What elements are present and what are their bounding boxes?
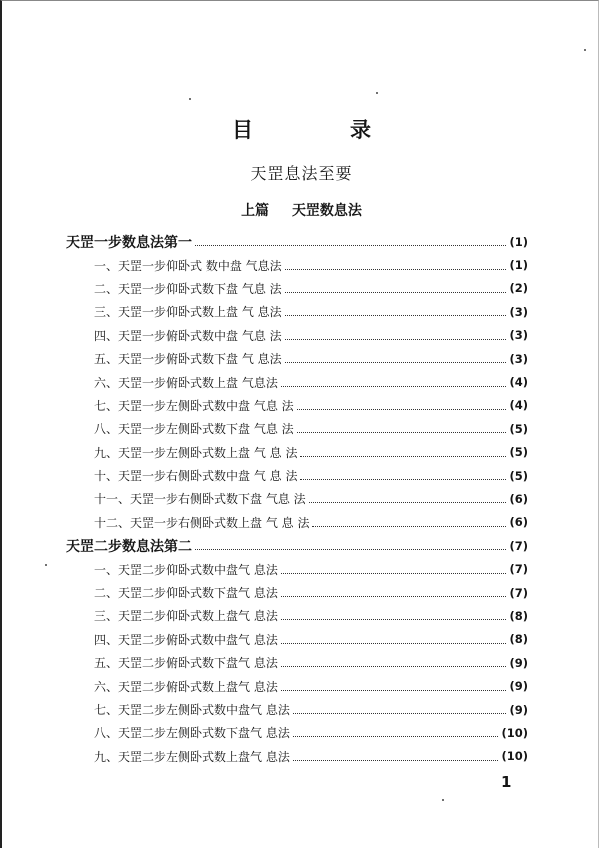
toc-section-row [66,370,528,393]
table-of-contents [66,230,528,768]
toc-entry-label: 二、天罡二步仰卧式数下盘气 息法 [94,586,278,601]
toc-section-row [66,674,528,697]
dot-leader [312,526,506,527]
toc-page-number: (6) [509,515,528,530]
toc-section-row [66,511,528,534]
toc-entry-label: 三、天罡二步仰卧式数上盘气 息法 [94,609,278,624]
toc-entry-label: 九、天罡一步左侧卧式数上盘 气 息 法 [94,445,298,460]
dot-leader [285,339,507,340]
dot-leader [293,760,499,761]
dot-leader [281,690,507,691]
toc-section-row [66,394,528,417]
dot-leader [285,292,507,293]
toc-page-number: (1) [509,258,528,273]
dot-leader [293,736,499,737]
toc-page-number: (4) [509,398,528,413]
toc-section-row [66,441,528,464]
toc-page-number: (1) [509,234,528,249]
scan-speck [189,98,191,100]
toc-entry-label: 十、天罡一步右侧卧式数中盘 气 息 法 [94,469,298,484]
part-name: 天罡数息法 [291,203,362,219]
toc-entry-label: 四、天罡一步俯卧式数中盘 气息 法 [94,328,282,343]
dot-leader [300,479,506,480]
toc-page-number: (3) [509,351,528,366]
toc-entry-label: 八、天罡二步左侧卧式数下盘气 息法 [94,726,290,741]
toc-page-number: (9) [509,702,528,717]
toc-section-row [66,581,528,604]
toc-page-number: (10) [501,725,528,740]
scan-speck [584,49,586,51]
toc-section-row [66,253,528,276]
toc-entry-label: 天罡二步数息法第二 [66,538,192,555]
toc-entry-label: 六、天罡二步俯卧式数上盘气 息法 [94,679,278,694]
toc-section-row [66,300,528,323]
dot-leader [281,619,507,620]
toc-page-number: (9) [509,655,528,670]
part-heading [2,200,599,220]
toc-section-row [66,557,528,580]
dot-leader [281,596,507,597]
toc-entry-label: 十一、天罡一步右侧卧式数下盘 气息 法 [94,492,306,507]
toc-section-row [66,347,528,370]
toc-entry-label: 十二、天罡一步右侧卧式数上盘 气 息 法 [94,515,310,530]
toc-entry-label: 五、天罡二步俯卧式数下盘气 息法 [94,656,278,671]
dot-leader [281,666,507,667]
toc-page-number: (3) [509,328,528,343]
toc-entry-label: 八、天罡一步左侧卧式数下盘 气息 法 [94,422,294,437]
toc-section-row [66,417,528,440]
toc-entry-label: 六、天罡一步俯卧式数上盘 气息法 [94,375,278,390]
toc-entry-label: 五、天罡一步俯卧式数下盘 气 息法 [94,352,282,367]
toc-page-number: (4) [509,375,528,390]
toc-page-number: (5) [509,421,528,436]
dot-leader [281,573,507,574]
toc-section-row [66,324,528,347]
toc-section-row [66,487,528,510]
toc-page-number: (6) [509,491,528,506]
toc-section-row [66,721,528,744]
toc-section-row [66,745,528,768]
part-label: 上篇 [241,203,270,219]
toc-section-row [66,651,528,674]
book-subtitle: 天罡息法至要 [250,164,353,183]
toc-page-number: (10) [501,749,528,764]
toc-entry-label: 七、天罡二步左侧卧式数中盘气 息法 [94,703,290,717]
page-title: 目 录 [232,118,409,142]
toc-page-number: (2) [509,281,528,296]
scan-speck [442,799,444,801]
scan-speck [376,92,378,94]
dot-leader [195,245,506,246]
toc-entry-label: 天罡一步数息法第一 [66,234,192,251]
dot-leader [285,315,507,316]
dot-leader [285,362,507,363]
toc-page-number: (7) [509,538,528,553]
dot-leader [297,409,507,410]
toc-entry-label: 三、天罡一步仰卧式数上盘 气 息法 [94,305,282,320]
toc-entry-label: 二、天罡一步仰卧式数下盘 气息 法 [94,281,282,296]
dot-leader [297,432,507,433]
toc-entry-label: 四、天罡二步俯卧式数中盘气 息法 [94,632,278,647]
dot-leader [195,549,506,550]
toc-page-number: (8) [509,632,528,647]
toc-section-row [66,277,528,300]
toc-section-row [66,698,528,721]
toc-entry-label: 一、天罡一步仰卧式 数中盘 气息法 [94,258,282,273]
toc-page-number: (5) [509,468,528,483]
dot-leader [300,456,506,457]
toc-chapter-row [66,534,528,557]
toc-page-number: (9) [509,679,528,694]
toc-entry-label: 一、天罡二步仰卧式数中盘气 息法 [94,562,278,577]
dot-leader [281,386,507,387]
toc-page-number: (7) [509,562,528,577]
toc-section-row [66,604,528,627]
dot-leader [293,713,507,714]
toc-entry-label: 九、天罡二步左侧卧式数上盘气 息法 [94,749,290,764]
toc-page-number: (7) [509,585,528,600]
toc-section-row [66,628,528,651]
dot-leader [281,643,507,644]
dot-leader [285,269,507,270]
toc-section-row [66,464,528,487]
toc-page-number: (3) [509,304,528,319]
scan-speck [45,564,47,566]
toc-page-number: (8) [509,608,528,623]
page-number: 1 [501,773,512,791]
toc-page-number: (5) [509,445,528,460]
toc-entry-label: 七、天罡一步左侧卧式数中盘 气息 法 [94,398,294,413]
dot-leader [309,502,507,503]
toc-chapter-row [66,230,528,253]
